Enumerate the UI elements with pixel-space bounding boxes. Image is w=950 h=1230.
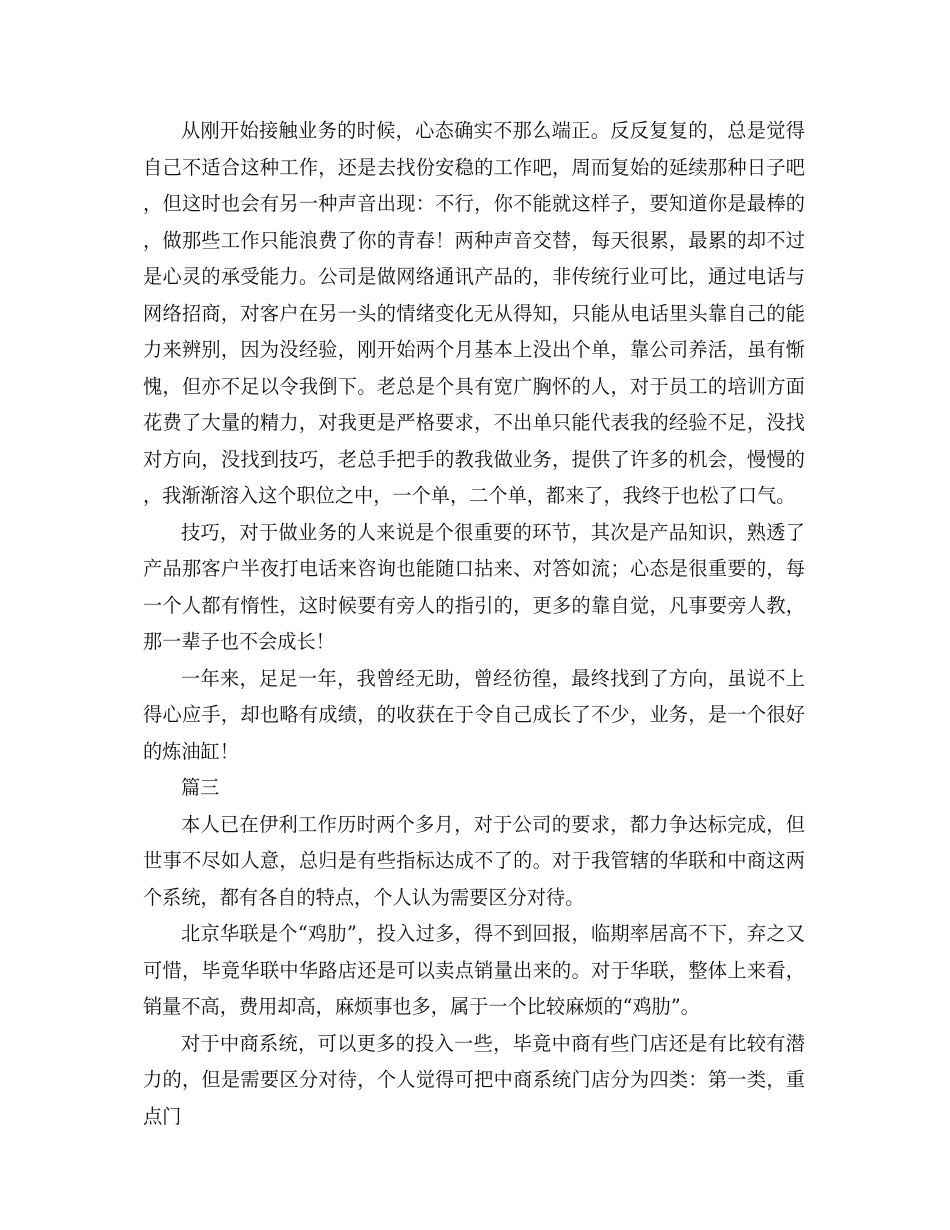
paragraph-yili-intro: 本人已在伊利工作历时两个多月，对于公司的要求，都力争达标完成，但世事不尽如人意，总归是有些指标达成不了的。对于我管辖的华联和中商这两个系统，都有各自的特点，个人认为需要区分对待。 [143,812,805,909]
paragraph-skills: 技巧，对于做业务的人来说是个很重要的环节，其次是产品知识，熟透了产品那客户半夜打电话来咨询也能随口拈来、对答如流；心态是很重要的，每一个人都有惰性，这时候要有旁人的指引的，更多的靠自觉，凡事要旁人教，那一辈子也不会成长！ [143,520,805,653]
section-heading: 篇三 [181,776,220,799]
document-body [143,113,805,1135]
paragraph-mindset: 从刚开始接触业务的时候，心态确实不那么端正。反反复复的，总是觉得自己不适合这种工作，还是去找份安稳的工作吧，周而复始的延续那种日子吧，但这时也会有另一种声音出现：不行，你不能就这样子，要知道你是最棒的，做那些工作只能浪费了你的青春！两种声音交替，每天很累，最累的却不过是心灵的承受能力。公司是做网络通讯产品的，非传统行业可比，通过电话与网络招商，对客户在另一头的情绪变化无从得知，只能从电话里头靠自己的能力来辨别，因为没经验，刚开始两个月基本上没出个单，靠公司养活，虽有惭愧，但亦不足以令我倒下。老总是个具有宽广胸怀的人，对于员工的培训方面花费了大量的精力，对我更是严格要求，不出单只能代表我的经验不足，没找对方向，没找到技巧，老总手把手的教我做业务，提供了许多的机会，慢慢的，我渐渐溶入这个职位之中，一个单，二个单，都来了，我终于也松了口气。 [143,119,805,507]
paragraph-year-summary: 一年来，足足一年，我曾经无助，曾经彷徨，最终找到了方向，虽说不上得心应手，却也略有成绩，的收获在于令自己成长了不少，业务，是一个很好的炼油缸！ [143,666,805,763]
paragraph-hualian: 北京华联是个“鸡肋”，投入过多，得不到回报，临期率居高不下，弃之又可惜，毕竟华联中华路店还是可以卖点销量出来的。对于华联，整体上来看，销量不高，费用却高，麻烦事也多，属于一个比较麻烦的“鸡肋”。 [143,922,805,1018]
paragraph-zhongshang: 对于中商系统，可以更多的投入一些，毕竟中商有些门店还是有比较有潜力的，但是需要区分对待，个人觉得可把中商系统门店分为四类：第一类，重点门 [143,1031,805,1128]
